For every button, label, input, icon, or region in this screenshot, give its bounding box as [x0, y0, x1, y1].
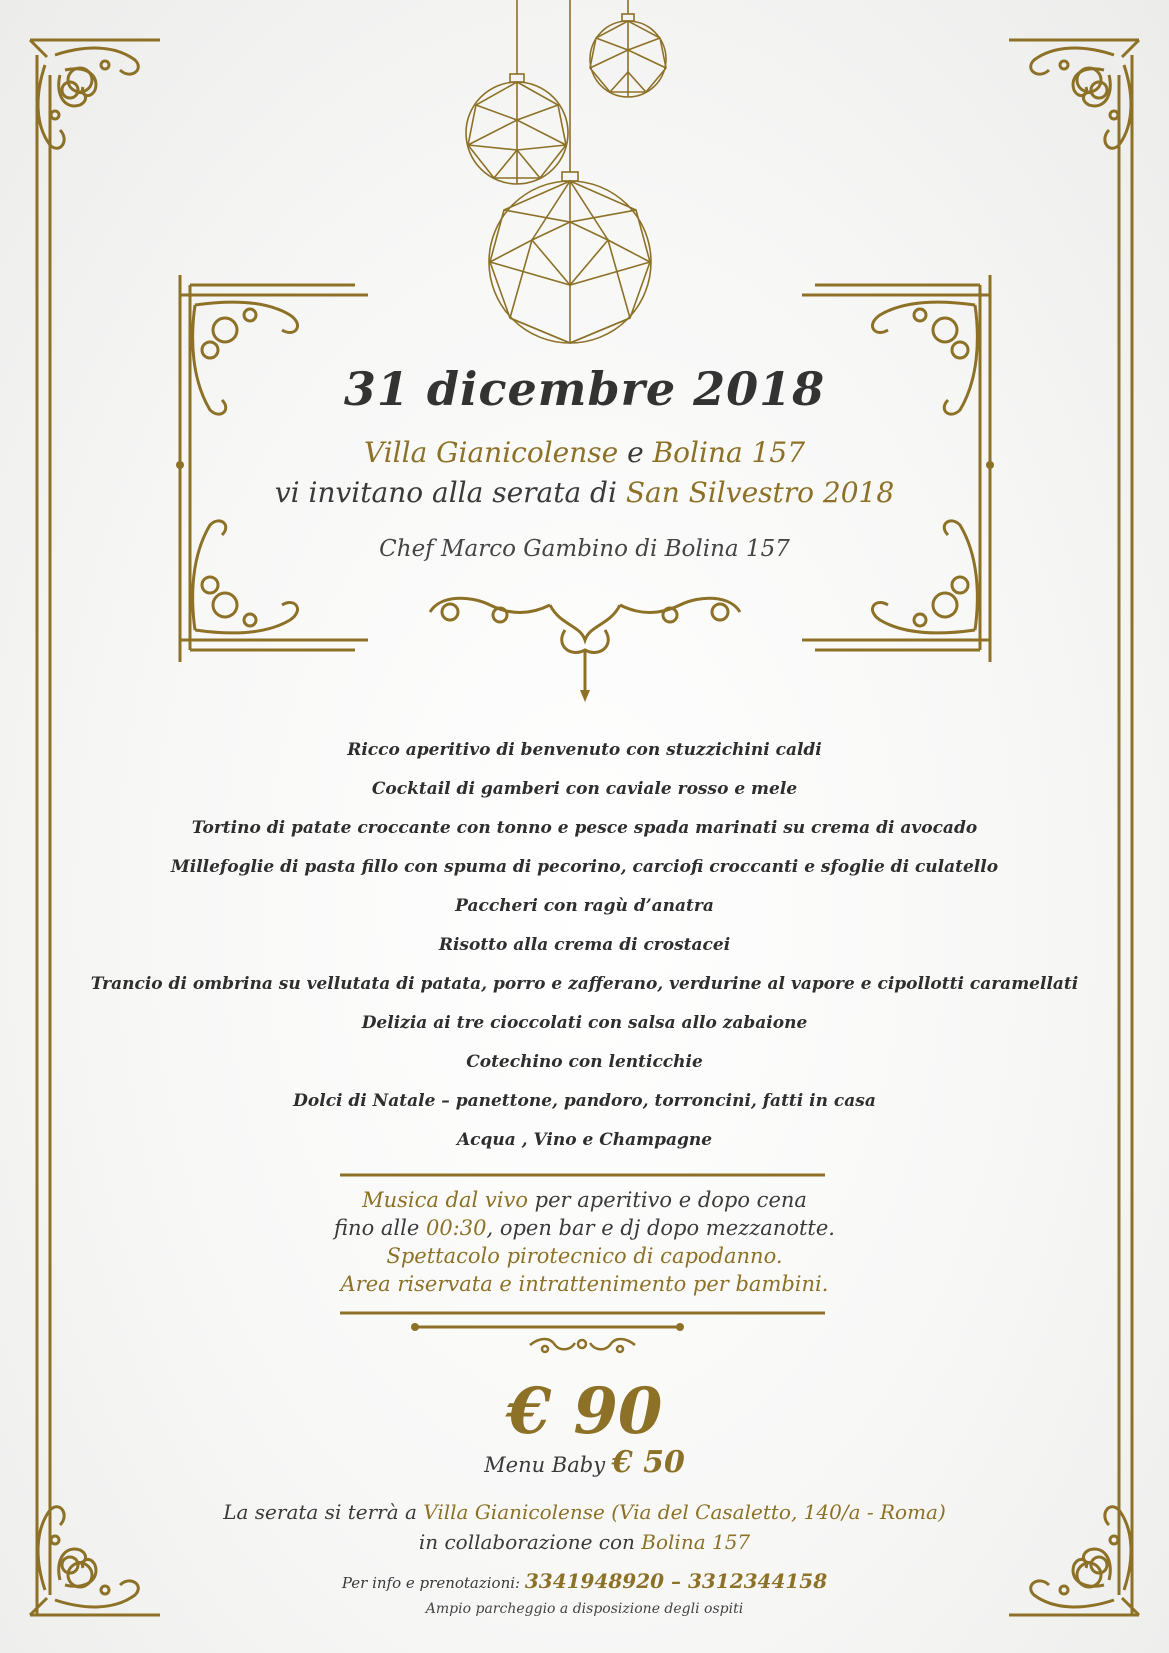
collab-name: Bolina 157: [641, 1530, 751, 1554]
corner-flourish-top-right: [1004, 35, 1144, 175]
invitation-line: [0, 476, 1169, 509]
venue-line: [0, 1497, 1169, 1527]
menu-item: Paccheri con ragù d’anatra: [455, 896, 714, 916]
menu-item: Cotechino con lenticchie: [466, 1052, 703, 1072]
fireworks-line: Spettacolo pirotecnico di capodanno.: [386, 1244, 783, 1268]
menu-item: Cocktail di gamberi con caviale rosso e mele: [371, 779, 798, 799]
kids-line: Area riservata e intrattenimento per bambini.: [340, 1272, 829, 1296]
parking-note: Ampio parcheggio a disposizione degli ospiti: [425, 1601, 744, 1617]
menu-item: Dolci di Natale – panettone, pandoro, torroncini, fatti in casa: [293, 1091, 876, 1111]
hosts-line: [0, 436, 1169, 469]
until-text: fino alle: [334, 1216, 426, 1240]
collab-intro: in collaborazione con: [418, 1530, 642, 1554]
scroll-divider-icon: [420, 590, 750, 720]
menu-item: Trancio di ombrina su vellutata di patata, porro e zafferano, verdurine al vapore e cipollotti caramellati: [90, 974, 1079, 994]
menu-item: Ricco aperitivo di benvenuto con stuzzichini caldi: [347, 740, 822, 760]
menu-item: Acqua , Vino e Champagne: [456, 1130, 713, 1150]
partner-name: Bolina 157: [652, 436, 806, 469]
menu-item: Tortino di patate croccante con tonno e pesce spada marinati su crema di avocado: [191, 818, 978, 838]
menu-item: Delizia ai tre cioccolati con salsa allo zabaione: [361, 1013, 808, 1033]
extras-block: [0, 1186, 1169, 1298]
info-label: Per info e prenotazioni:: [341, 1574, 525, 1592]
menu-item: Millefoglie di pasta fillo con spuma di pecorino, carciofi croccanti e sfoglie di culatello: [170, 857, 999, 877]
event-name: San Silvestro 2018: [625, 476, 895, 509]
baby-label: Menu Baby: [484, 1453, 612, 1477]
event-date: 31 dicembre 2018: [343, 362, 826, 416]
phone-numbers: 3341948920 – 3312344158: [524, 1569, 828, 1593]
until-rest: , open bar e dj dopo mezzanotte.: [486, 1216, 835, 1240]
main-price: € 90: [506, 1374, 663, 1449]
menu-list: [0, 735, 1169, 1164]
venue-name: Villa Gianicolense: [363, 436, 619, 469]
venue-intro: La serata si terrà a: [223, 1500, 424, 1524]
chef-line: Chef Marco Gambino di Bolina 157: [379, 536, 790, 562]
info-line: [0, 1569, 1169, 1593]
menu-item: Risotto alla crema di crostacei: [438, 935, 731, 955]
baby-price: € 50: [611, 1445, 685, 1480]
corner-flourish-top-left: [25, 35, 165, 175]
music-rest: per aperitivo e dopo cena: [527, 1188, 807, 1212]
extras-music-line: [0, 1186, 1169, 1214]
venue-address: Villa Gianicolense (Via del Casaletto, 140/a - Roma): [423, 1500, 946, 1524]
extras-time-line: [0, 1214, 1169, 1242]
end-time: 00:30: [425, 1216, 487, 1240]
venue-block: [0, 1497, 1169, 1557]
conjunction: e: [627, 436, 644, 469]
baby-menu-line: [0, 1445, 1169, 1480]
invite-text: vi invitano alla serata di: [274, 476, 617, 509]
small-flourish-icon: [525, 1335, 640, 1360]
music-highlight: Musica dal vivo: [362, 1188, 528, 1212]
collab-line: [0, 1527, 1169, 1557]
